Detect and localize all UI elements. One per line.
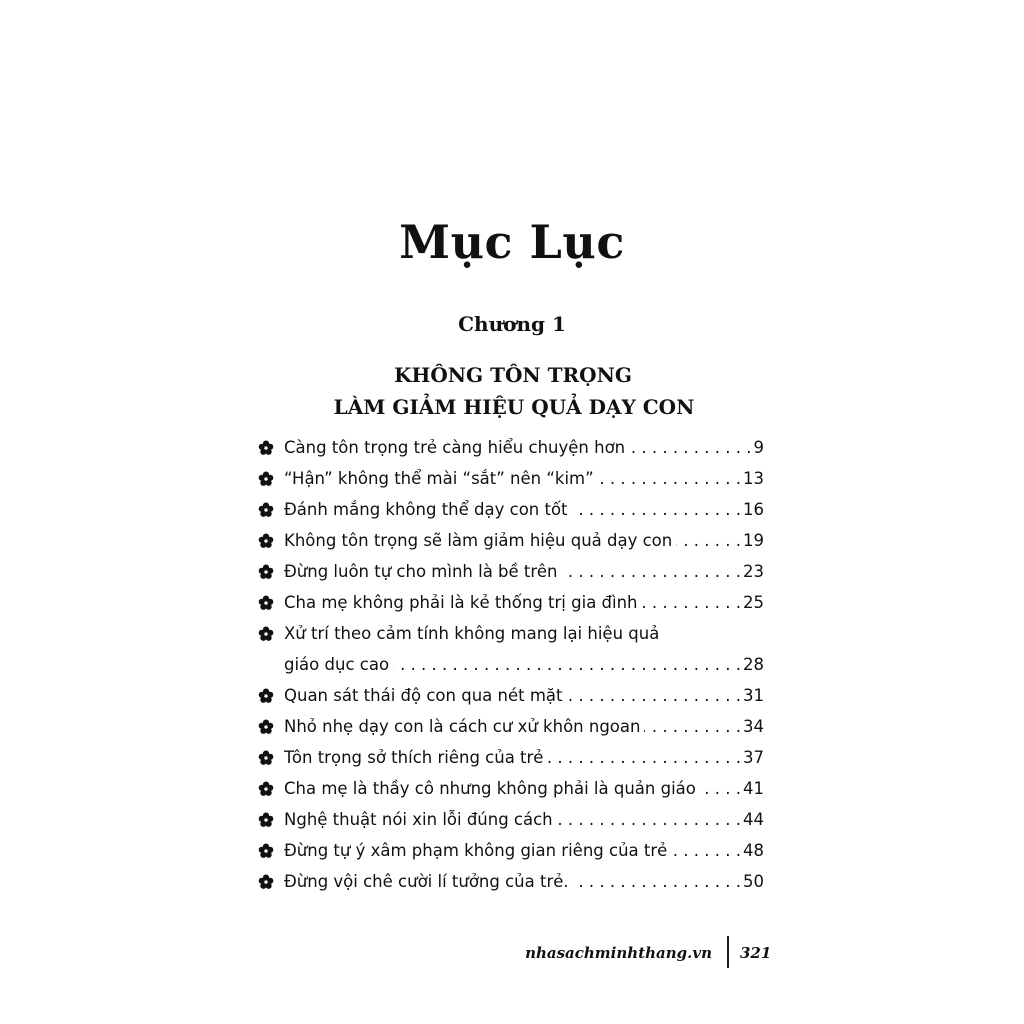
- toc-page-number: 31: [743, 686, 764, 705]
- dot-leader: [644, 717, 741, 737]
- toc-line: [258, 525, 764, 556]
- flower-bullet-icon: [258, 843, 284, 859]
- toc-entry: [258, 556, 764, 587]
- toc-page-number: 48: [743, 841, 764, 860]
- toc-line: [258, 432, 764, 463]
- dot-leader: [676, 531, 741, 551]
- toc-entry-title: Nghệ thuật nói xin lỗi đúng cách: [284, 810, 553, 829]
- toc-line: [258, 494, 764, 525]
- dot-leader: [547, 748, 741, 768]
- toc-entry: [258, 742, 764, 773]
- table-of-contents: [258, 432, 764, 897]
- flower-bullet-icon: [258, 812, 284, 828]
- toc-line: [258, 556, 764, 587]
- toc-entry: [258, 463, 764, 494]
- toc-entry: [258, 587, 764, 618]
- dot-leader: [572, 500, 741, 520]
- toc-entry-title: Xử trí theo cảm tính không mang lại hiệu quả: [284, 624, 660, 643]
- footer-page-number: 321: [740, 944, 772, 962]
- toc-entry-title: giáo dục cao: [284, 655, 390, 674]
- flower-bullet-icon: [258, 750, 284, 766]
- chapter-heading-line-2: LÀM GIẢM HIỆU QUẢ DẠY CON: [333, 395, 695, 419]
- toc-page-number: 13: [743, 469, 764, 488]
- footer-divider: [727, 936, 729, 968]
- flower-bullet-icon: [258, 440, 284, 456]
- toc-page-number: 34: [743, 717, 764, 736]
- toc-entry: [258, 494, 764, 525]
- dot-leader: [671, 841, 741, 861]
- toc-page-number: 23: [743, 562, 764, 581]
- toc-line: [258, 649, 764, 680]
- toc-entry-title: Đừng tự ý xâm phạm không gian riêng của trẻ: [284, 841, 668, 860]
- toc-entry-title: Đừng vội chê cười lí tưởng của trẻ.: [284, 872, 569, 891]
- chapter-label: Chương 1: [458, 312, 566, 336]
- toc-entry: [258, 525, 764, 556]
- flower-bullet-icon: [258, 564, 284, 580]
- flower-bullet-icon: [258, 533, 284, 549]
- toc-entry: [258, 773, 764, 804]
- toc-entry: [258, 866, 764, 897]
- dot-leader: [598, 469, 741, 489]
- flower-bullet-icon: [258, 502, 284, 518]
- dot-leader: [700, 779, 741, 799]
- toc-page-number: 37: [743, 748, 764, 767]
- toc-entry-title: Quan sát thái độ con qua nét mặt: [284, 686, 563, 705]
- toc-entry-title: Đừng luôn tự cho mình là bề trên: [284, 562, 558, 581]
- toc-page-number: 16: [743, 500, 764, 519]
- toc-line: [258, 804, 764, 835]
- flower-bullet-icon: [258, 874, 284, 890]
- toc-entry-title: “Hận” không thể mài “sắt” nên “kim”: [284, 469, 594, 488]
- toc-page-number: 28: [743, 655, 764, 674]
- flower-bullet-icon: [258, 719, 284, 735]
- toc-entry-title: Tôn trọng sở thích riêng của trẻ: [284, 748, 544, 767]
- toc-page-number: 44: [743, 810, 764, 829]
- toc-line: [258, 463, 764, 494]
- toc-line: [258, 711, 764, 742]
- toc-entry: [258, 804, 764, 835]
- dot-leader: [642, 593, 741, 613]
- toc-line: [258, 742, 764, 773]
- toc-entry-title: Không tôn trọng sẽ làm giảm hiệu quả dạy con: [284, 531, 673, 550]
- toc-page-number: 25: [743, 593, 764, 612]
- toc-page-number: 41: [743, 779, 764, 798]
- toc-page-number: 19: [743, 531, 764, 550]
- flower-bullet-icon: [258, 688, 284, 704]
- toc-entry: [258, 432, 764, 463]
- dot-leader: [629, 438, 751, 458]
- dot-leader: [557, 810, 741, 830]
- toc-entry: [258, 618, 764, 680]
- toc-entry: [258, 835, 764, 866]
- dot-leader: [567, 686, 742, 706]
- toc-page-number: 50: [743, 872, 764, 891]
- toc-entry-title: Cha mẹ không phải là kẻ thống trị gia đình: [284, 593, 638, 612]
- toc-line: [258, 866, 764, 897]
- toc-line: [258, 680, 764, 711]
- dot-leader: [393, 655, 741, 675]
- flower-bullet-icon: [258, 626, 284, 642]
- toc-entry: [258, 711, 764, 742]
- toc-page-number: 9: [753, 438, 764, 457]
- flower-bullet-icon: [258, 471, 284, 487]
- footer-website: nhasachminhthang.vn: [525, 944, 712, 962]
- page-title: Mục Lục: [399, 215, 625, 269]
- toc-entry-title: Đánh mắng không thể dạy con tốt: [284, 500, 568, 519]
- chapter-heading-line-1: KHÔNG TÔN TRỌNG: [394, 363, 632, 387]
- toc-entry-title: Nhỏ nhẹ dạy con là cách cư xử khôn ngoan: [284, 717, 641, 736]
- toc-entry-title: Cha mẹ là thầy cô nhưng không phải là quản giáo: [284, 779, 696, 798]
- toc-line: [258, 587, 764, 618]
- flower-bullet-icon: [258, 595, 284, 611]
- toc-entry-title: Càng tôn trọng trẻ càng hiểu chuyện hơn: [284, 438, 626, 457]
- dot-leader: [573, 872, 741, 892]
- toc-entry: [258, 680, 764, 711]
- toc-line: [258, 835, 764, 866]
- toc-line: [258, 618, 764, 649]
- toc-line: [258, 773, 764, 804]
- dot-leader: [561, 562, 741, 582]
- flower-bullet-icon: [258, 781, 284, 797]
